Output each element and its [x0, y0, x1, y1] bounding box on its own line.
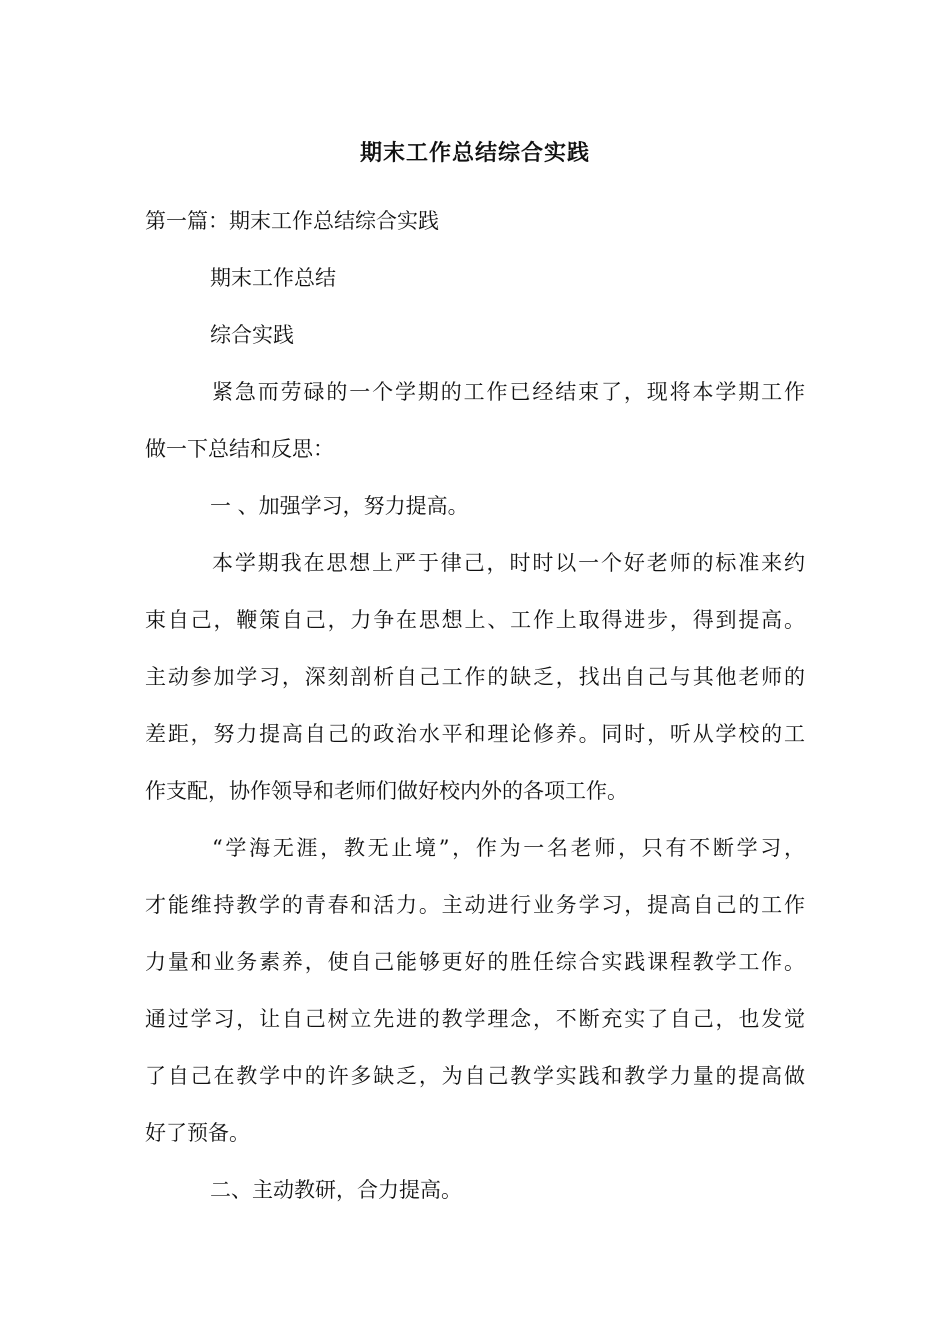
- document-title: 期末工作总结综合实践: [359, 140, 590, 166]
- paragraph-line: 才能维持教学的青春和活力。主动进行业务学习，提高自己的工作: [145, 893, 805, 917]
- paragraph-line: 做一下总结和反思：: [145, 437, 334, 461]
- paragraph-line: 通过学习，让自己树立先进的教学理念，不断充实了自己，也发觉: [145, 1007, 805, 1031]
- text-line: 综合实践: [210, 323, 294, 347]
- paragraph-line: 好了预备。: [145, 1121, 250, 1145]
- paragraph-line: 本学期我在思想上严于律己，时时以一个好老师的标准来约: [212, 551, 805, 575]
- paragraph-line: “学海无涯，教无止境”，作为一名老师，只有不断学习，: [212, 836, 805, 860]
- paragraph-line: 束自己，鞭策自己，力争在思想上、工作上取得进步，得到提高。: [145, 608, 805, 632]
- paragraph-line: 作支配，协作领导和老师们做好校内外的各项工作。: [145, 779, 628, 803]
- paragraph-line: 差距，努力提高自己的政治水平和理论修养。同时，听从学校的工: [145, 722, 805, 746]
- paragraph-line: 力量和业务素养，使自己能够更好的胜任综合实践课程教学工作。: [145, 950, 805, 974]
- subheading: 二、主动教研，合力提高。: [210, 1178, 462, 1202]
- paragraph-line: 了自己在教学中的许多缺乏，为自己教学实践和教学力量的提高做: [145, 1064, 805, 1088]
- section-heading: 第一篇：期末工作总结综合实践: [145, 209, 439, 233]
- text-line: 期末工作总结: [210, 266, 336, 290]
- subheading: 一 、加强学习，努力提高。: [210, 494, 469, 518]
- paragraph-line: 主动参加学习，深刻剖析自己工作的缺乏，找出自己与其他老师的: [145, 665, 805, 689]
- paragraph-line: 紧急而劳碌的一个学期的工作已经结束了，现将本学期工作: [212, 380, 805, 404]
